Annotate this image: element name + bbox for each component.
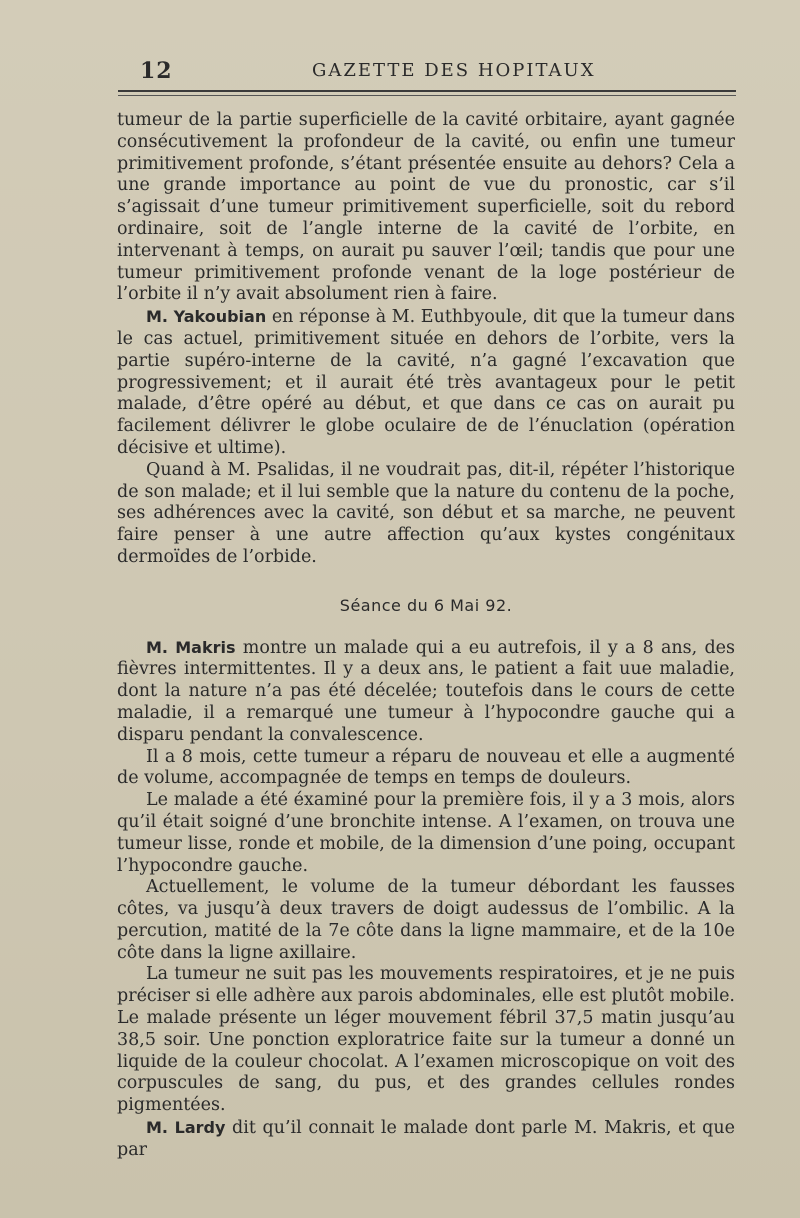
paragraph: La tumeur ne suit pas les mouvements respiratoires, et je ne puis préciser si elle adhère aux parois abdominales, elle est plutôt mobile. Le malade présente un léger mouvement fébril 37,5 matin jusqu’au 38,5 soir. Une ponction exploratrice faite sur la tumeur a donné un liquide de la couleur chocolat. A l’examen microscopique on voit des corpuscules de sang, du pus, et des grandes cellules rondes pigmentées.	[117, 964, 735, 1116]
page-header	[140, 52, 735, 86]
page-number: 12	[140, 58, 173, 84]
speaker-name: M. Makris	[146, 637, 236, 657]
paragraph-text: dit qu’il connait le malade dont parle M. Makris, et que par	[117, 1118, 735, 1160]
speaker-name: M. Lardy	[146, 1118, 226, 1138]
paragraph: Actuellement, le volume de la tumeur débordant les fausses côtes, va jusqu’à deux travers de doigt audessus de l’ombilic. A la percution, matité de la 7e côte dans la ligne mammaire, et de la 10e côte dans la ligne axillaire.	[117, 877, 735, 963]
paragraph	[117, 637, 735, 747]
header-rule	[118, 90, 736, 92]
paragraph	[117, 1117, 735, 1162]
speaker-name: M. Yakoubian	[146, 307, 267, 327]
article-body	[117, 110, 735, 1162]
paragraph-text: montre un malade qui a eu autrefois, il y a 8 ans, des fièvres intermittentes. Il y a deux ans, le patient a fait uue maladie, dont la nature n’a pas été décelée; toutefois dans le cours de cette maladie, il a remarqué une tumeur à l’hypocondre gauche qui a disparu pendant la convalescence.	[117, 637, 735, 745]
paragraph: tumeur de la partie superficielle de la cavité orbitaire, ayant gagnée consécutivement la profondeur de la cavité, ou enfin une tumeur primitivement profonde, s’étant présentée ensuite au dehors? Cela a une grande importance au point de vue du pronostic, car s’il s’agissait d’une tumeur primitivement superficielle, soit du rebord ordinaire, soit de l’angle interne de la cavité de l’orbite, en intervenant à temps, on aurait pu sauver l’œil; tandis que pour une tumeur primitivement profonde venant de la loge postérieur de l’orbite il n’y avait absolument rien à faire.	[117, 110, 735, 305]
paragraph-text: en réponse à M. Euthbyoule, dit que la tumeur dans le cas actuel, primitivement située en dehors de l’orbite, vers la partie supéro-interne de la cavité, n’a gagné l’excavation que progressivement; et il aurait été très avantageux pour le petit malade, d’être opéré au début, et que dans ce cas on aurait pu facilement délivrer le globe oculaire de de l’énuclation (opération décisive et ultime).	[117, 307, 735, 458]
session-heading: Séance du 6 Mai 92.	[339, 595, 513, 615]
paragraph	[117, 306, 735, 460]
paragraph: Le malade a été éxaminé pour la première fois, il y a 3 mois, alors qu’il était soigné d’une bronchite intense. A l’examen, on trouva une tumeur lisse, ronde et mobile, de la dimension d’une poing, occupant l’hypocondre gauche.	[117, 790, 735, 876]
running-title: GAZETTE DES HOPITAUX	[312, 60, 596, 81]
header-rule-thin	[118, 95, 736, 96]
paragraph: Quand à M. Psalidas, il ne voudrait pas, dit-il, répéter l’historique de son malade; et il lui semble que la nature du contenu de la poche, ses adhérences avec la cavité, son début et sa marche, ne peuvent faire penser à une autre affection qu’aux kystes congénitaux dermoïdes de l’orbide.	[117, 459, 735, 567]
paragraph: Il a 8 mois, cette tumeur a réparu de nouveau et elle a augmenté de volume, accompagnée de temps en temps de douleurs.	[117, 746, 735, 789]
